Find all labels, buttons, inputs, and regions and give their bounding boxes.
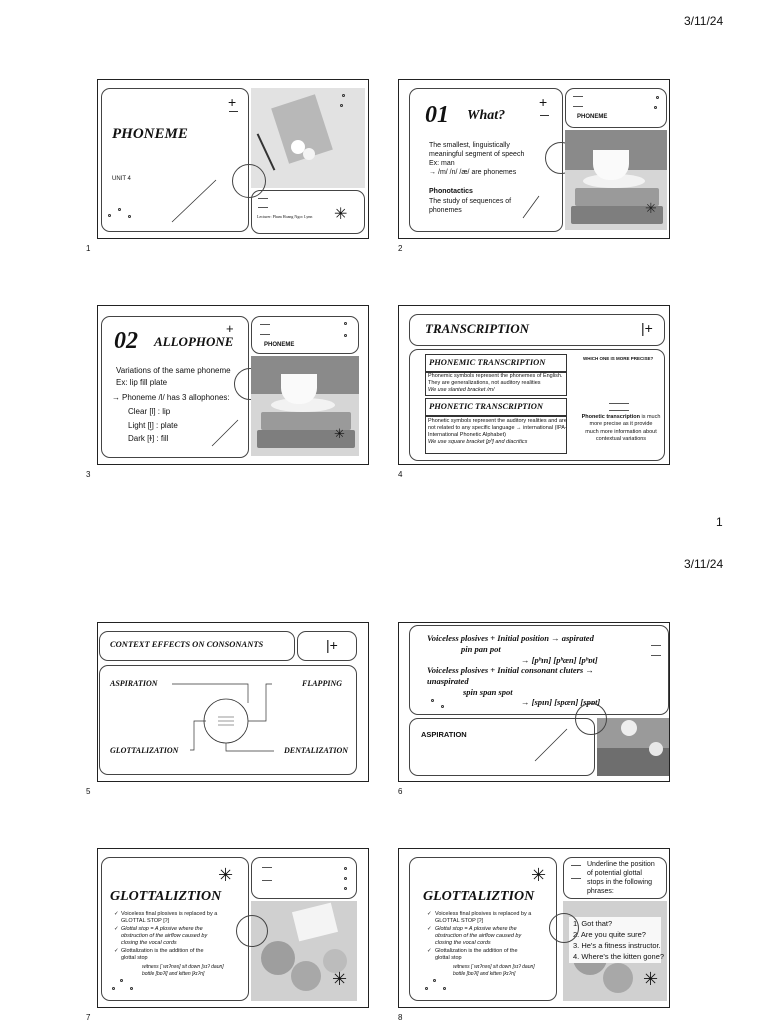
question-item: 1. Got that?: [573, 919, 613, 928]
sparkle-icon: ✳: [332, 969, 348, 989]
dot-icon: [344, 867, 347, 870]
section-number: 01: [425, 102, 449, 128]
answer-line: much more information about: [585, 428, 657, 435]
diagonal-line-icon: [535, 729, 567, 761]
slide-1: [97, 79, 369, 239]
menu-lines-icon: [258, 198, 268, 208]
sparkle-icon: ✳: [645, 200, 657, 216]
plus-icon: +: [226, 321, 234, 336]
slide-title: CONTEXT EFFECTS ON CONSONANTS: [110, 639, 264, 649]
dot-icon: [344, 877, 347, 880]
question-item: 3. He's a fitness instructor.: [573, 941, 661, 950]
question-item: 2. Are you quite sure?: [573, 930, 646, 939]
circle-outline-icon: [575, 703, 607, 735]
bullet-text: obstruction of the airflow caused by: [121, 933, 208, 939]
slide-number: 6: [398, 787, 403, 796]
sparkle-icon: ✳: [531, 865, 547, 885]
section-heading: ALLOPHONE: [154, 334, 234, 349]
sparkle-icon: ✳: [334, 426, 345, 441]
plus-icon: |+: [641, 320, 653, 336]
example-line: bottle [bɒʔl] and kitten [kɪʔn]: [142, 971, 205, 977]
page2-date: 3/11/24: [684, 557, 724, 571]
phonetic-text: Phonetic symbols represent the auditory realities and are: [428, 418, 567, 424]
slide-title: PHONEME: [112, 126, 188, 142]
lecturer-name: Lecturer: Pham Hoang Ngoc Lynn: [257, 214, 313, 219]
slide-6: [398, 622, 670, 782]
unit-label: UNIT 4: [112, 176, 131, 182]
phonetic-text: International Phonetic Alphabet): [428, 432, 506, 438]
dot-icon: [441, 705, 444, 708]
sparkle-icon: ✳: [643, 969, 659, 989]
example-text: Ex: man: [429, 160, 455, 167]
slide-8: [398, 848, 670, 1008]
menu-lines-icon: [571, 865, 581, 879]
slide-number: 5: [86, 787, 91, 796]
rule-line: Voiceless plosives + Initial position → aspirated: [427, 633, 594, 643]
instruction-line: of potential glottal: [587, 870, 642, 877]
dot-icon: [654, 106, 657, 109]
allophone-item: Light [l̥] : plate: [128, 421, 178, 430]
allophone-intro: Phoneme /l/ has 3 allophones:: [122, 393, 230, 402]
label-panel: [409, 718, 595, 776]
page1-number: 1: [716, 515, 723, 529]
example-line: witness [ˈwɪʔnəs] sit down [sɪʔ daʊn]: [142, 964, 224, 970]
slide-number: 2: [398, 244, 403, 253]
dot-icon: [340, 104, 343, 107]
section-number: 02: [114, 328, 138, 354]
circle-outline-icon: [549, 913, 579, 943]
diagonal-line-icon: [172, 180, 216, 222]
check-icon: ✓: [427, 926, 432, 932]
plus-icon: |+: [326, 637, 338, 653]
rule-line: Voiceless plosives + Initial consonant cluters →: [427, 665, 594, 675]
bullet-text: Glottalization is the addition of the: [435, 948, 518, 954]
dot-icon: [112, 987, 115, 990]
aspiration-label: ASPIRATION: [421, 730, 467, 739]
phonetic-title: PHONETIC TRANSCRIPTION: [429, 401, 544, 411]
check-icon: ✓: [114, 948, 119, 954]
phonemic-title: PHONEMIC TRANSCRIPTION: [429, 357, 546, 367]
arrow-icon: →: [429, 169, 436, 176]
bullet-text: closing the vocal cords: [121, 940, 177, 946]
dot-icon: [130, 987, 133, 990]
menu-lines-icon: [651, 645, 661, 656]
section-heading: What?: [467, 108, 506, 123]
flapping-label: FLAPPING: [302, 679, 342, 688]
page1-date: 3/11/24: [684, 14, 724, 28]
example-line: bottle [bɒʔl] and kitten [kɪʔn]: [453, 971, 516, 977]
answer-line: contextual variations: [595, 436, 647, 443]
bullet-text: glottal stop: [435, 955, 462, 961]
subheading-definition: The study of sequences of: [429, 198, 512, 205]
phonetic-text: We use square bracket [pʰ] and diacritics: [428, 439, 528, 445]
notebook-flower-photo: [251, 88, 365, 188]
dash-icon: [229, 111, 238, 112]
flowers-photo: [597, 718, 669, 776]
circle-outline-icon: [236, 915, 268, 947]
bullet-text: glottal stop: [121, 955, 148, 961]
bullet-text: Glottal stop = A plosive where the: [435, 926, 517, 932]
definition-text: Variations of the same phoneme: [116, 366, 231, 375]
example-line: witness [ˈwɪʔnəs] sit down [sɪʔ daʊn]: [453, 964, 535, 970]
bullet-text: Voiceless final plosives is replaced by a: [435, 911, 532, 917]
definition-line: meaningful segment of speech: [429, 151, 525, 158]
dot-icon: [128, 215, 131, 218]
plus-icon: +: [228, 94, 237, 110]
slide-title: GLOTTALIZTION: [423, 889, 535, 904]
sparkle-icon: ✳: [218, 865, 234, 885]
dot-icon: [120, 979, 123, 982]
bullet-text: GLOTTAL STOP [ʔ]: [435, 918, 484, 924]
arrow-icon: →: [112, 393, 120, 402]
answer-bold: Phonetic transcription: [581, 414, 640, 420]
phonemic-text: Phonemic symbols represent the phonemes of English.: [428, 373, 563, 379]
aspiration-label: ASPIRATION: [110, 679, 158, 688]
allophone-item: Clear [l] : lip: [128, 407, 171, 416]
slide-4: [398, 305, 670, 465]
dot-icon: [344, 322, 347, 325]
subheading: Phonotactics: [429, 188, 473, 195]
answer-text: [581, 414, 661, 444]
dash-icon: [540, 115, 549, 116]
slide-number: 3: [86, 470, 91, 479]
circle-outline-icon: [232, 164, 266, 198]
check-icon: ✓: [427, 948, 432, 954]
lecturer-panel: [251, 190, 365, 234]
bullet-text: Glottal stop = A plosive where the: [121, 926, 203, 932]
slide-5: [97, 622, 369, 782]
bullet-text: Glottalization is the addition of the: [121, 948, 204, 954]
dot-icon: [342, 94, 345, 97]
diagonal-line-icon: [523, 196, 539, 218]
instruction-line: phrases:: [587, 888, 614, 895]
slide-number: 7: [86, 1013, 91, 1022]
menu-lines-icon: [262, 867, 272, 881]
bullet-text: Voiceless final plosives is replaced by a: [121, 911, 218, 917]
dot-icon: [431, 699, 434, 702]
check-icon: ✓: [427, 911, 432, 917]
connector-diagram: [98, 623, 369, 782]
slide-number: 1: [86, 244, 91, 253]
slide-number: 8: [398, 1013, 403, 1022]
slide-title: TRANSCRIPTION: [425, 321, 530, 336]
tag-panel: [565, 88, 667, 128]
rule-line: unaspirated: [427, 676, 469, 686]
plus-icon: +: [539, 94, 548, 110]
diagonal-line-icon: [212, 420, 238, 446]
dot-icon: [425, 987, 428, 990]
subheading-definition: phonemes: [429, 207, 462, 214]
check-icon: ✓: [114, 911, 119, 917]
bullet-text: obstruction of the airflow caused by: [435, 933, 522, 939]
rule-transcription: → [spɪn] [spæn] [spɒt]: [521, 697, 601, 707]
instruction-line: stops in the following: [587, 879, 652, 886]
slide-3: [97, 305, 369, 465]
menu-lines-icon: [609, 403, 629, 411]
rule-example: spin span spot: [463, 687, 513, 697]
question-item: 4. Where's the kitten gone?: [573, 952, 665, 961]
dot-icon: [118, 208, 121, 211]
instruction-line: Underline the position: [587, 861, 655, 868]
answer-line: is much: [639, 414, 661, 420]
tag-panel: [251, 316, 359, 354]
phoneme-example: /m/ /n/ /æ/ are phonemes: [438, 169, 517, 176]
check-icon: ✓: [114, 926, 119, 932]
phonetic-text: not related to any specific language → international (IPA-: [428, 425, 567, 431]
bullet-text: GLOTTAL STOP [ʔ]: [121, 918, 170, 924]
slide-number: 4: [398, 470, 403, 479]
dentalization-label: DENTALIZATION: [284, 746, 349, 755]
dot-icon: [108, 214, 111, 217]
allophone-item: Dark [ɫ] : fill: [128, 434, 169, 443]
phonemic-text: We use slanted bracket /m/: [428, 387, 495, 393]
dot-icon: [433, 979, 436, 982]
phonemic-text: They are generalizations, not auditory realities: [428, 380, 541, 386]
example-text: Ex: lip fill plate: [116, 378, 168, 387]
rule-transcription: → [pʰɪn] [pʰæn] [pʰɒt]: [521, 655, 598, 665]
rule-example: pin pan pot: [461, 644, 501, 654]
menu-lines-icon: [260, 324, 270, 335]
slide-7: [97, 848, 369, 1008]
definition-line: The smallest, linguistically: [429, 142, 510, 149]
slide-title: GLOTTALIZTION: [110, 889, 222, 904]
glottalization-label: GLOTTALIZATION: [110, 746, 179, 755]
dot-icon: [443, 987, 446, 990]
slide-2: [398, 79, 670, 239]
sparkle-icon: ✳: [334, 206, 348, 223]
dot-icon: [344, 887, 347, 890]
question-label: WHICH ONE IS MORE PRECISE?: [583, 356, 654, 361]
bullet-text: closing the vocal cords: [435, 940, 491, 946]
answer-line: more precise as it provide: [589, 421, 653, 428]
menu-lines-icon: [573, 96, 583, 107]
dot-icon: [344, 334, 347, 337]
tag-label: PHONEME: [264, 342, 295, 348]
tag-label: PHONEME: [577, 114, 608, 120]
dot-icon: [656, 96, 659, 99]
